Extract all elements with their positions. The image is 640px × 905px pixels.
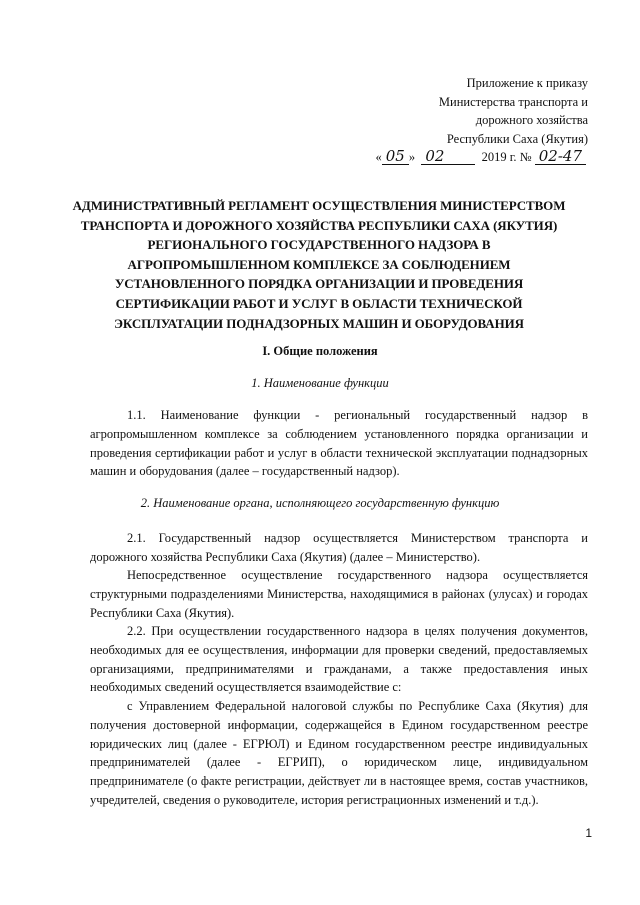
appendix-line-4: Республики Саха (Якутия) xyxy=(446,131,588,146)
subsection-heading-1: 1. Наименование функции xyxy=(251,376,389,390)
date-close-quote: » xyxy=(408,150,416,164)
date-year-label: 2019 г. № xyxy=(481,150,532,164)
paragraph-1-1: 1.1. Наименование функции - региональный государственный надзор в агропромышленном комплексе за соблюдением установленного порядка организации и проведения сертификации работ и услуг в области технической эксплуатации поднадзорных машин и оборудования (далее – государственный надзор). xyxy=(90,408,588,479)
paragraph-fns: с Управлением Федеральной налоговой службы по Республике Саха (Якутия) для получения достоверной информации, содержащейся в Едином государственном реестре юридических лиц (далее - ЕГРЮЛ) и Едином государственном реестре индивидуальных предпринимателей (далее - ЕГРИП), о юридическом лице, индивидуальном предпринимателе (о факте регистрации, действует ли в настоящее время, состав участников, учредителей, сведения о руководителе, история регистрационных изменений и т.д.). xyxy=(90,699,588,807)
appendix-line-2: Министерства транспорта и xyxy=(438,94,588,109)
page-number: 1 xyxy=(585,826,592,840)
order-date-line xyxy=(376,148,587,167)
date-month-handwritten: 02 xyxy=(421,149,475,165)
section-heading: I. Общие положения xyxy=(262,344,378,358)
appendix-line-1: Приложение к приказу xyxy=(466,76,588,90)
appendix-block xyxy=(376,74,589,167)
paragraph-2-1: 2.1. Государственный надзор осуществляется Министерством транспорта и дорожного хозяйства Республики Саха (Якутия) (далее – Министерство). xyxy=(90,531,588,564)
document-title: АДМИНИСТРАТИВНЫЙ РЕГЛАМЕНТ ОСУЩЕСТВЛЕНИЯ МИНИСТЕРСТВОМ ТРАНСПОРТА И ДОРОЖНОГО ХОЗЯЙСТВА РЕСПУБЛИКИ САХА (ЯКУТИЯ) РЕГИОНАЛЬНОГО ГОСУДАРСТВЕННОГО НАДЗОРА В АГРОПРОМЫШЛЕННОМ КОМПЛЕКСЕ ЗА СОБЛЮДЕНИЕМ УСТАНОВЛЕННОГО ПОРЯДКА ОРГАНИЗАЦИИ И ПРОВЕДЕНИЯ СЕРТИФИКАЦИИ РАБОТ И УСЛУГ В ОБЛАСТИ ТЕХНИЧЕСКОЙ ЭКСПЛУАТАЦИИ ПОДНАДЗОРНЫХ МАШИН И ОБОРУДОВАНИЯ xyxy=(72,198,566,331)
paragraph-2-2: 2.2. При осуществлении государственного надзора в целях получения документов, необходимых для ее осуществления, информации для проверки сведений, предоставляемых организациями, предпринимателями и гражданами, а также предоставления иных необходимых сведений осуществляется взаимодействие с: xyxy=(90,624,588,695)
order-number-handwritten: 02-47 xyxy=(535,149,586,165)
appendix-line-3: дорожного хозяйства xyxy=(475,113,588,127)
date-open-quote: « xyxy=(375,150,382,164)
subsection-heading-2: 2. Наименование органа, исполняющего государственную функцию xyxy=(140,496,500,510)
date-day-handwritten: 05 xyxy=(382,149,409,165)
paragraph-2-1-cont: Непосредственное осуществление государственного надзора осуществляется структурными подразделениями Министерства, находящимися в районах (улусах) и городах Республики Саха (Якутия). xyxy=(90,568,588,620)
